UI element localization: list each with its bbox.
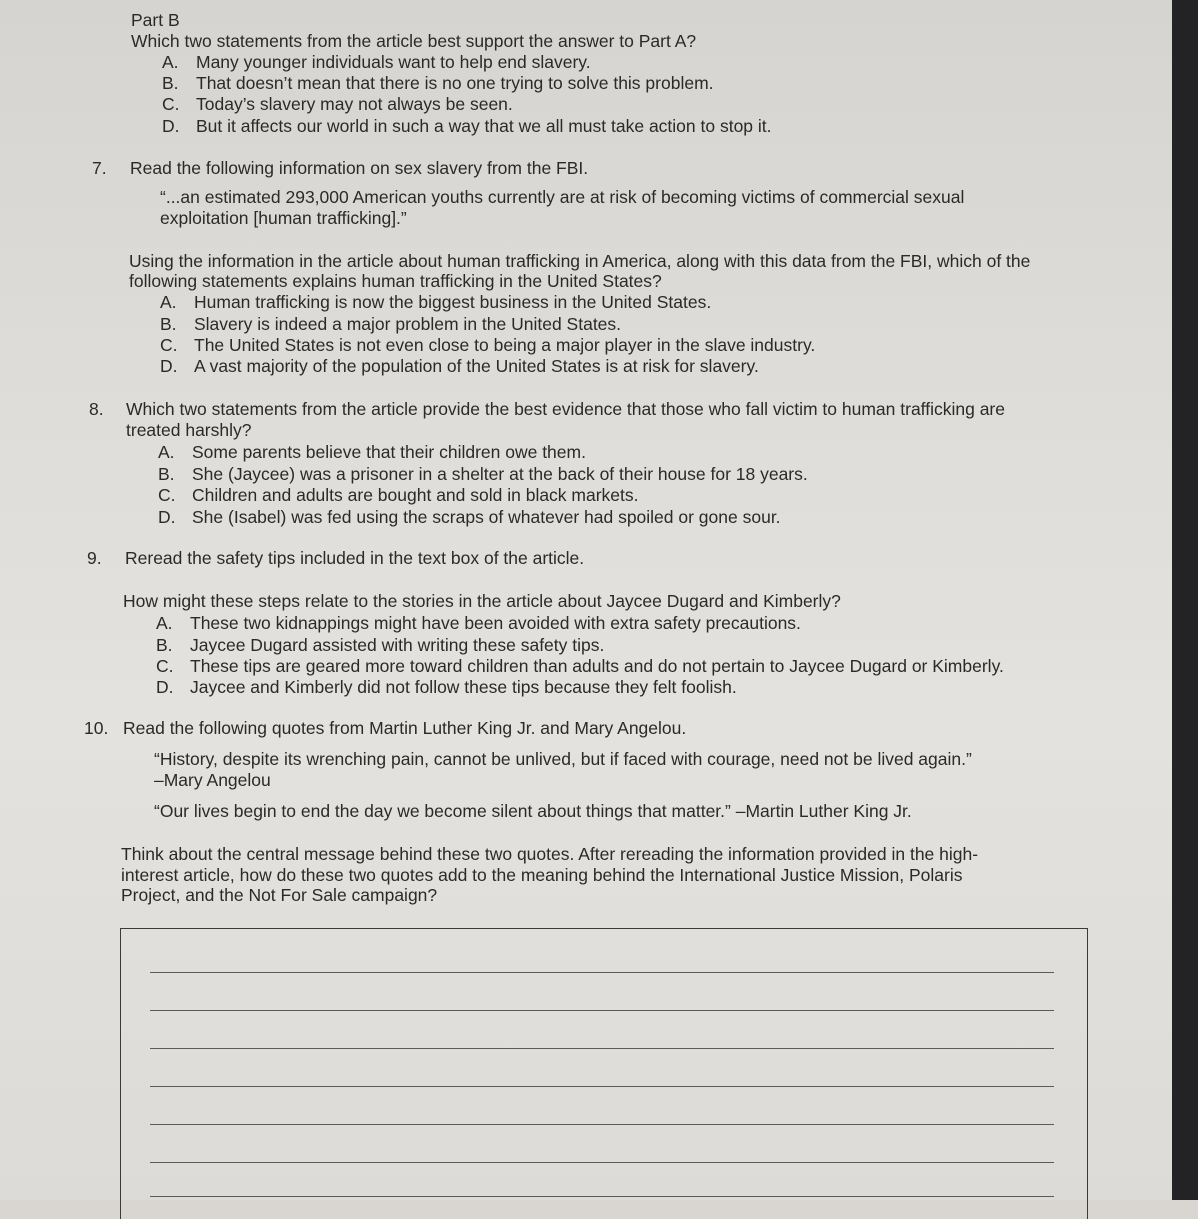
q10-intro: Read the following quotes from Martin Luther King Jr. and Mary Angelou. — [123, 718, 687, 738]
answer-line[interactable] — [150, 1162, 1054, 1163]
partb-option-d[interactable]: D. But it affects our world in such a way that we all must take action to stop it. — [162, 116, 772, 136]
answer-line[interactable] — [150, 972, 1054, 973]
q8-option-d[interactable]: D. She (Isabel) was fed using the scraps of whatever had spoiled or gone sour. — [158, 507, 781, 527]
q10-number: 10. — [84, 718, 109, 738]
q8-prompt-line1: Which two statements from the article provide the best evidence that those who fall victim to human trafficking are — [126, 399, 1005, 419]
q7-option-b[interactable]: B. Slavery is indeed a major problem in the United States. — [160, 314, 622, 334]
partb-option-c[interactable]: C. Today’s slavery may not always be seen. — [162, 94, 513, 114]
q8-prompt-line2: treated harshly? — [126, 420, 252, 440]
q9-intro: Reread the safety tips included in the text box of the article. — [125, 548, 585, 568]
partb-heading: Part B — [131, 10, 180, 30]
q10-quote1-line1: “History, despite its wrenching pain, cannot be unlived, but if faced with courage, need not be lived again.” — [154, 749, 972, 769]
q9-option-d[interactable]: D. Jaycee and Kimberly did not follow these tips because they felt foolish. — [156, 677, 737, 697]
q8-option-a[interactable]: A. Some parents believe that their children owe them. — [158, 442, 586, 462]
q7-number: 7. — [92, 158, 107, 178]
q7-option-a[interactable]: A. Human trafficking is now the biggest business in the United States. — [160, 292, 712, 312]
q9-number: 9. — [87, 548, 102, 568]
q10-quote2: “Our lives begin to end the day we become silent about things that matter.” –Martin Luther King Jr. — [154, 801, 912, 821]
q8-number: 8. — [89, 399, 104, 419]
q7-prompt-line2: following statements explains human trafficking in the United States? — [129, 271, 662, 291]
partb-option-b[interactable]: B. That doesn’t mean that there is no one trying to solve this problem. — [162, 73, 714, 93]
q9-option-a[interactable]: A. These two kidnappings might have been avoided with extra safety precautions. — [156, 613, 801, 633]
q7-quote-line1: “...an estimated 293,000 American youths currently are at risk of becoming victims of commercial sexual — [160, 187, 965, 207]
q7-intro: Read the following information on sex slavery from the FBI. — [130, 158, 589, 178]
answer-line[interactable] — [150, 1196, 1054, 1197]
q9-option-c[interactable]: C. These tips are geared more toward children than adults and do not pertain to Jaycee Dugard or Kimberly. — [156, 656, 1004, 676]
q10-prompt-line2: interest article, how do these two quotes add to the meaning behind the International Justice Mission, Polaris — [121, 865, 963, 885]
answer-line[interactable] — [150, 1048, 1054, 1049]
q7-prompt-line1: Using the information in the article about human trafficking in America, along with this data from the FBI, which of the — [129, 251, 1031, 271]
q7-quote-line2: exploitation [human trafficking].” — [160, 208, 407, 228]
q7-option-c[interactable]: C. The United States is not even close to being a major player in the slave industry. — [160, 335, 816, 355]
q10-quote1-line2: –Mary Angelou — [154, 770, 271, 790]
answer-line[interactable] — [150, 1086, 1054, 1087]
q8-option-b[interactable]: B. She (Jaycee) was a prisoner in a shelter at the back of their house for 18 years. — [158, 464, 808, 484]
q8-option-c[interactable]: C. Children and adults are bought and sold in black markets. — [158, 485, 639, 505]
answer-line[interactable] — [150, 1010, 1054, 1011]
q9-option-b[interactable]: B. Jaycee Dugard assisted with writing these safety tips. — [156, 635, 605, 655]
partb-option-a[interactable]: A. Many younger individuals want to help end slavery. — [162, 52, 591, 72]
q9-prompt: How might these steps relate to the stories in the article about Jaycee Dugard and Kimberly? — [123, 591, 841, 611]
answer-line[interactable] — [150, 1124, 1054, 1125]
q7-option-d[interactable]: D. A vast majority of the population of the United States is at risk for slavery. — [160, 356, 759, 376]
q10-prompt-line1: Think about the central message behind these two quotes. After rereading the information provided in the high- — [121, 844, 979, 864]
partb-prompt: Which two statements from the article best support the answer to Part A? — [131, 31, 697, 51]
q10-prompt-line3: Project, and the Not For Sale campaign? — [121, 885, 438, 905]
dark-edge — [1172, 0, 1198, 1200]
